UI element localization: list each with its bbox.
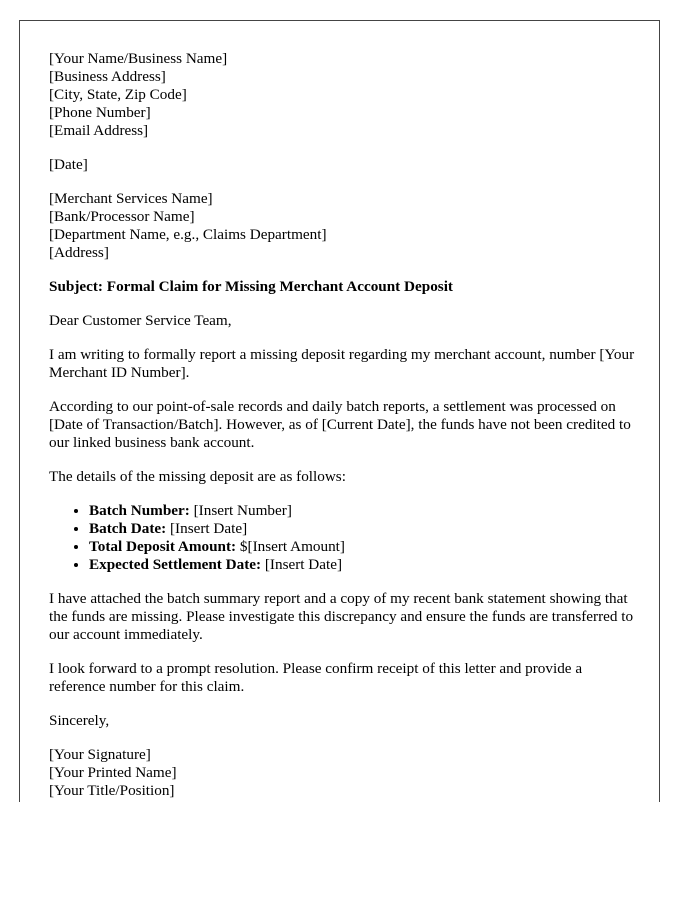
letter-page: [19, 20, 660, 802]
letter-date: [Date]: [49, 156, 88, 173]
detail-label: Batch Date:: [89, 520, 167, 537]
list-item: [89, 538, 639, 556]
sender-city: [City, State, Zip Code]: [49, 86, 187, 103]
signature-placeholder: [Your Signature]: [49, 746, 151, 763]
subject-line: Subject: Formal Claim for Missing Merchant Account Deposit: [49, 278, 453, 295]
closing: Sincerely,: [49, 712, 110, 729]
detail-value: [Insert Number]: [189, 502, 292, 519]
recipient-bank: [Bank/Processor Name]: [49, 208, 195, 225]
recipient-name: [Merchant Services Name]: [49, 190, 213, 207]
list-item: [89, 556, 639, 574]
paragraph-settlement: According to our point-of-sale records and daily batch reports, a settlement was processed on [Date of Transaction/Batch]. However, as of [Current Date], the funds have not been credited to our linked business bank account.: [49, 398, 631, 451]
sender-name: [Your Name/Business Name]: [49, 50, 228, 67]
printed-name: [Your Printed Name]: [49, 764, 177, 781]
sender-phone: [Phone Number]: [49, 104, 151, 121]
recipient-address: [Address]: [49, 244, 109, 261]
list-item: [89, 520, 639, 538]
sender-address: [Business Address]: [49, 68, 166, 85]
detail-label: Total Deposit Amount:: [89, 538, 237, 555]
recipient-block: [49, 190, 639, 262]
paragraph-attachments: I have attached the batch summary report and a copy of my recent bank statement showing that the funds are missing. Please investigate this discrepancy and ensure the funds are transferred to our account immediately.: [49, 590, 634, 643]
recipient-department: [Department Name, e.g., Claims Department]: [49, 226, 327, 243]
deposit-details-list: [49, 502, 639, 574]
sender-block: [49, 50, 639, 140]
detail-value: [Insert Date]: [261, 556, 343, 573]
detail-value: $[Insert Amount]: [236, 538, 345, 555]
detail-label: Expected Settlement Date:: [89, 556, 262, 573]
title-position: [Your Title/Position]: [49, 782, 175, 799]
letter-body: [49, 50, 639, 800]
detail-label: Batch Number:: [89, 502, 190, 519]
paragraph-intro: I am writing to formally report a missing deposit regarding my merchant account, number [Your Merchant ID Number].: [49, 346, 635, 381]
sender-email: [Email Address]: [49, 122, 149, 139]
paragraph-resolution: I look forward to a prompt resolution. Please confirm receipt of this letter and provide a reference number for this claim.: [49, 660, 583, 695]
signature-block: [49, 746, 639, 800]
detail-value: [Insert Date]: [166, 520, 248, 537]
salutation: Dear Customer Service Team,: [49, 312, 232, 329]
paragraph-details-intro: The details of the missing deposit are as follows:: [49, 468, 346, 485]
list-item: [89, 502, 639, 520]
